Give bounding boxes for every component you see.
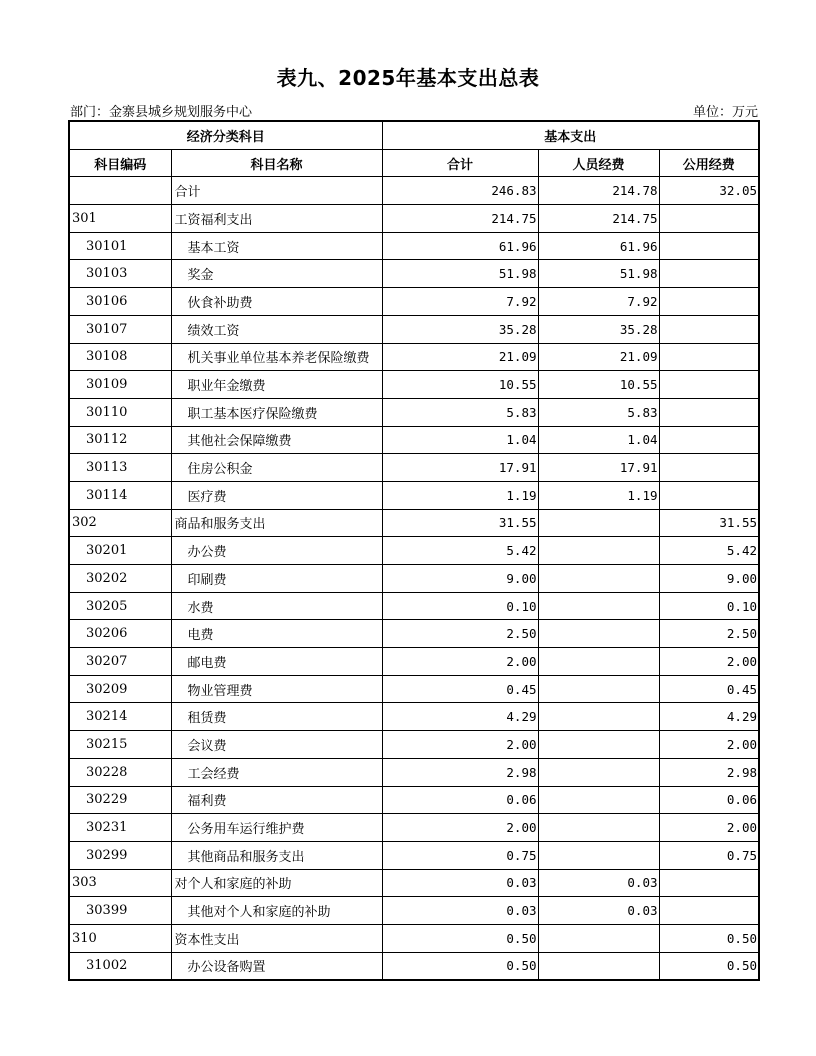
table-row [69, 592, 759, 620]
personnel-cell: 1.19 [538, 481, 659, 509]
name-cell: 商品和服务支出 [171, 509, 382, 537]
name-cell: 租赁费 [171, 703, 382, 731]
table-row [69, 537, 759, 565]
total-cell: 0.50 [382, 952, 538, 980]
personnel-cell: 51.98 [538, 260, 659, 288]
name-cell: 伙食补助费 [171, 288, 382, 316]
total-cell: 9.00 [382, 565, 538, 593]
table-row [69, 620, 759, 648]
name-cell: 工资福利支出 [171, 205, 382, 233]
name-cell: 办公设备购置 [171, 952, 382, 980]
name-cell: 水费 [171, 592, 382, 620]
total-cell: 2.00 [382, 648, 538, 676]
header-public: 公用经费 [659, 149, 759, 177]
table-row [69, 398, 759, 426]
public-cell: 2.00 [659, 648, 759, 676]
code-cell: 30228 [69, 758, 171, 786]
total-cell: 21.09 [382, 343, 538, 371]
public-cell: 2.00 [659, 814, 759, 842]
total-cell: 0.45 [382, 675, 538, 703]
code-cell: 30207 [69, 648, 171, 676]
name-cell: 职业年金缴费 [171, 371, 382, 399]
total-cell: 35.28 [382, 315, 538, 343]
total-cell: 0.03 [382, 869, 538, 897]
public-cell: 32.05 [659, 177, 759, 205]
table-row [69, 288, 759, 316]
personnel-cell [538, 731, 659, 759]
table-row [69, 786, 759, 814]
public-cell [659, 869, 759, 897]
public-cell: 0.50 [659, 952, 759, 980]
public-cell: 2.50 [659, 620, 759, 648]
code-cell: 30110 [69, 398, 171, 426]
personnel-cell [538, 509, 659, 537]
total-cell: 0.10 [382, 592, 538, 620]
name-cell: 其他商品和服务支出 [171, 841, 382, 869]
public-cell: 5.42 [659, 537, 759, 565]
name-cell: 机关事业单位基本养老保险缴费 [171, 343, 382, 371]
personnel-cell: 214.75 [538, 205, 659, 233]
name-cell: 会议费 [171, 731, 382, 759]
code-cell: 303 [69, 869, 171, 897]
table-row [69, 924, 759, 952]
personnel-cell: 21.09 [538, 343, 659, 371]
table-row [69, 841, 759, 869]
personnel-cell [538, 814, 659, 842]
name-cell: 其他社会保障缴费 [171, 426, 382, 454]
public-cell [659, 454, 759, 482]
public-cell: 2.00 [659, 731, 759, 759]
header-total: 合计 [382, 149, 538, 177]
table-row [69, 648, 759, 676]
code-cell: 30206 [69, 620, 171, 648]
personnel-cell: 0.03 [538, 897, 659, 925]
personnel-cell [538, 592, 659, 620]
code-cell: 30109 [69, 371, 171, 399]
public-cell: 31.55 [659, 509, 759, 537]
name-cell: 基本工资 [171, 232, 382, 260]
total-cell: 214.75 [382, 205, 538, 233]
code-cell: 30106 [69, 288, 171, 316]
personnel-cell: 10.55 [538, 371, 659, 399]
name-cell: 电费 [171, 620, 382, 648]
total-cell: 17.91 [382, 454, 538, 482]
public-cell [659, 232, 759, 260]
table-row [69, 481, 759, 509]
name-cell: 奖金 [171, 260, 382, 288]
public-cell [659, 205, 759, 233]
total-cell: 61.96 [382, 232, 538, 260]
code-cell: 30112 [69, 426, 171, 454]
public-cell: 4.29 [659, 703, 759, 731]
code-cell: 302 [69, 509, 171, 537]
personnel-cell: 0.03 [538, 869, 659, 897]
code-cell: 30229 [69, 786, 171, 814]
table-row [69, 315, 759, 343]
department-label: 部门：金寨县城乡规划服务中心 [70, 105, 253, 120]
total-cell: 7.92 [382, 288, 538, 316]
total-cell: 2.98 [382, 758, 538, 786]
name-cell: 物业管理费 [171, 675, 382, 703]
code-cell: 30299 [69, 841, 171, 869]
table-row [69, 426, 759, 454]
total-cell: 1.19 [382, 481, 538, 509]
table-row [69, 731, 759, 759]
total-cell: 31.55 [382, 509, 538, 537]
table-row [69, 371, 759, 399]
public-cell [659, 288, 759, 316]
public-cell: 0.50 [659, 924, 759, 952]
page-title: 表九、2025年基本支出总表 [276, 66, 540, 90]
code-cell: 30103 [69, 260, 171, 288]
name-cell: 其他对个人和家庭的补助 [171, 897, 382, 925]
table-row [69, 758, 759, 786]
total-cell: 0.50 [382, 924, 538, 952]
code-cell: 31002 [69, 952, 171, 980]
public-cell [659, 398, 759, 426]
code-cell: 30231 [69, 814, 171, 842]
header-name: 科目名称 [171, 149, 382, 177]
total-cell: 1.04 [382, 426, 538, 454]
public-cell [659, 260, 759, 288]
name-cell: 办公费 [171, 537, 382, 565]
public-cell: 0.06 [659, 786, 759, 814]
personnel-cell [538, 841, 659, 869]
code-cell: 30201 [69, 537, 171, 565]
public-cell [659, 897, 759, 925]
personnel-cell [538, 620, 659, 648]
public-cell: 2.98 [659, 758, 759, 786]
public-cell [659, 481, 759, 509]
total-cell: 2.00 [382, 814, 538, 842]
public-cell: 9.00 [659, 565, 759, 593]
table-row [69, 675, 759, 703]
personnel-cell: 5.83 [538, 398, 659, 426]
code-cell: 30113 [69, 454, 171, 482]
name-cell: 合计 [171, 177, 382, 205]
name-cell: 资本性支出 [171, 924, 382, 952]
name-cell: 住房公积金 [171, 454, 382, 482]
code-cell: 30214 [69, 703, 171, 731]
total-cell: 2.50 [382, 620, 538, 648]
code-cell: 30209 [69, 675, 171, 703]
name-cell: 对个人和家庭的补助 [171, 869, 382, 897]
public-cell [659, 343, 759, 371]
table-row [69, 565, 759, 593]
code-cell: 30215 [69, 731, 171, 759]
table-row [69, 952, 759, 980]
table-row [69, 177, 759, 205]
table-body [69, 177, 759, 980]
code-cell [69, 177, 171, 205]
public-cell [659, 315, 759, 343]
public-cell: 0.75 [659, 841, 759, 869]
total-cell: 0.03 [382, 897, 538, 925]
public-cell [659, 426, 759, 454]
public-cell: 0.45 [659, 675, 759, 703]
name-cell: 职工基本医疗保险缴费 [171, 398, 382, 426]
total-cell: 5.42 [382, 537, 538, 565]
name-cell: 印刷费 [171, 565, 382, 593]
total-cell: 246.83 [382, 177, 538, 205]
header-code: 科目编码 [69, 149, 171, 177]
table-row [69, 205, 759, 233]
personnel-cell [538, 675, 659, 703]
table-row [69, 343, 759, 371]
table-row [69, 260, 759, 288]
code-cell: 30114 [69, 481, 171, 509]
table-row [69, 454, 759, 482]
table-row [69, 869, 759, 897]
code-cell: 30108 [69, 343, 171, 371]
total-cell: 10.55 [382, 371, 538, 399]
name-cell: 工会经费 [171, 758, 382, 786]
code-cell: 30101 [69, 232, 171, 260]
name-cell: 邮电费 [171, 648, 382, 676]
code-cell: 301 [69, 205, 171, 233]
personnel-cell [538, 786, 659, 814]
header-personnel: 人员经费 [538, 149, 659, 177]
table-row [69, 703, 759, 731]
personnel-cell: 17.91 [538, 454, 659, 482]
total-cell: 51.98 [382, 260, 538, 288]
table-row [69, 814, 759, 842]
total-cell: 2.00 [382, 731, 538, 759]
code-cell: 30107 [69, 315, 171, 343]
name-cell: 公务用车运行维护费 [171, 814, 382, 842]
personnel-cell [538, 537, 659, 565]
table-row [69, 509, 759, 537]
total-cell: 0.75 [382, 841, 538, 869]
code-cell: 30202 [69, 565, 171, 593]
personnel-cell: 214.78 [538, 177, 659, 205]
personnel-cell: 35.28 [538, 315, 659, 343]
table-row [69, 897, 759, 925]
code-cell: 30205 [69, 592, 171, 620]
public-cell [659, 371, 759, 399]
unit-label: 单位：万元 [692, 105, 758, 120]
table-row [69, 232, 759, 260]
personnel-cell [538, 703, 659, 731]
personnel-cell [538, 565, 659, 593]
name-cell: 福利费 [171, 786, 382, 814]
personnel-cell: 7.92 [538, 288, 659, 316]
personnel-cell: 61.96 [538, 232, 659, 260]
expenditure-table [68, 120, 760, 981]
public-cell: 0.10 [659, 592, 759, 620]
total-cell: 4.29 [382, 703, 538, 731]
header-group-basic: 基本支出 [382, 121, 759, 149]
code-cell: 30399 [69, 897, 171, 925]
code-cell: 310 [69, 924, 171, 952]
personnel-cell [538, 648, 659, 676]
personnel-cell [538, 924, 659, 952]
personnel-cell [538, 952, 659, 980]
personnel-cell [538, 758, 659, 786]
total-cell: 0.06 [382, 786, 538, 814]
name-cell: 医疗费 [171, 481, 382, 509]
header-group-econ: 经济分类科目 [69, 121, 382, 149]
name-cell: 绩效工资 [171, 315, 382, 343]
total-cell: 5.83 [382, 398, 538, 426]
personnel-cell: 1.04 [538, 426, 659, 454]
